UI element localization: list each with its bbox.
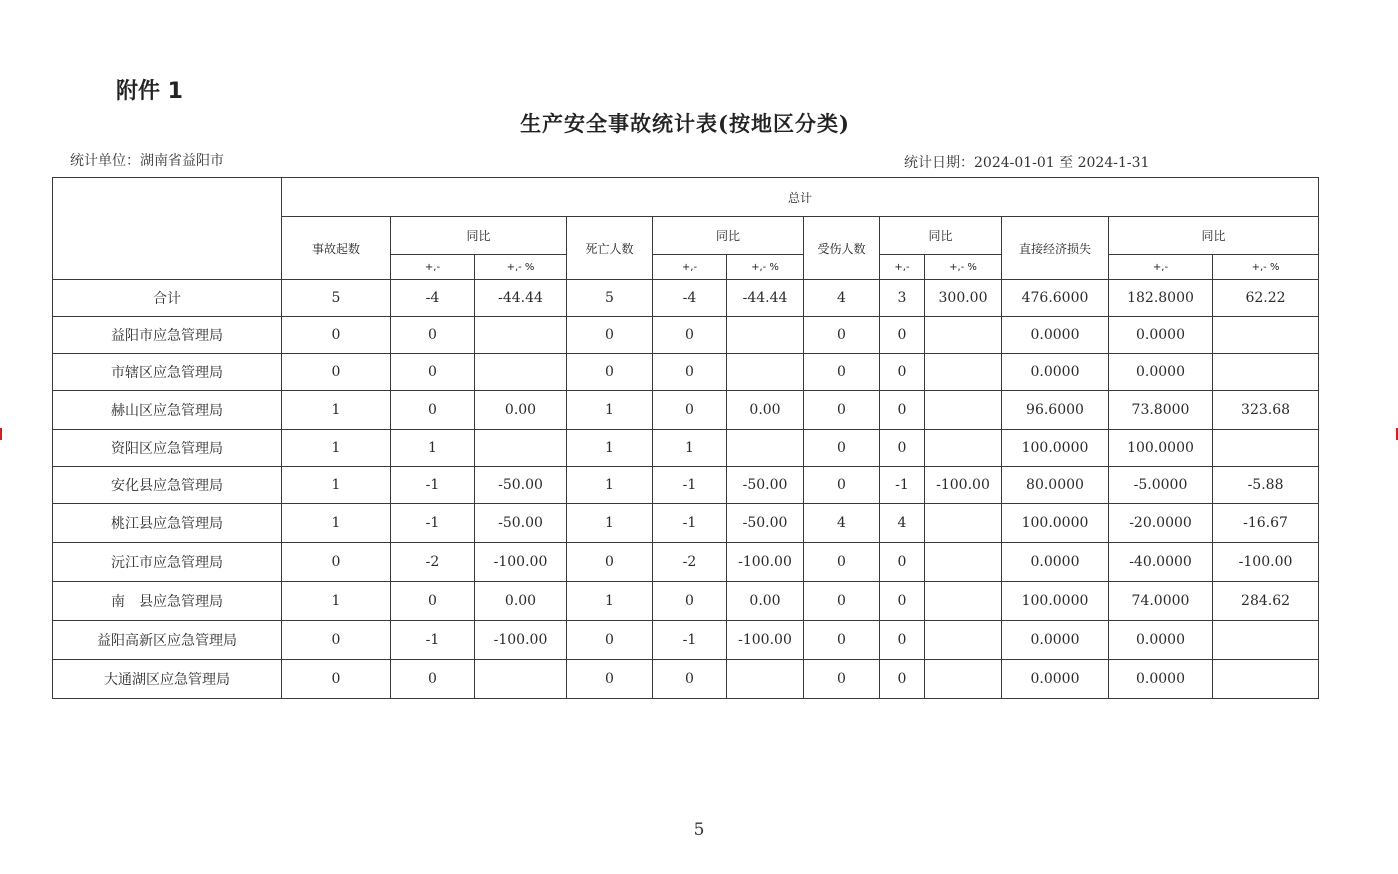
injured-cell: 0 <box>804 430 880 467</box>
table-row <box>53 621 1319 660</box>
injured-diff-cell: 3 <box>880 280 925 317</box>
accidents-pct-cell: 0.00 <box>475 582 567 621</box>
accidents-diff-cell: 0 <box>391 391 475 430</box>
injured-cell: 0 <box>804 582 880 621</box>
deaths-diff-cell: 0 <box>653 660 727 699</box>
loss-cell: 0.0000 <box>1002 354 1109 391</box>
injured-diff-cell: 0 <box>880 430 925 467</box>
loss-pct-cell: 323.68 <box>1213 391 1319 430</box>
loss-diff-header: +,- <box>1109 255 1213 280</box>
accidents-pct-cell: -100.00 <box>475 543 567 582</box>
deaths-pct-cell: 0.00 <box>727 391 804 430</box>
loss-diff-cell: 100.0000 <box>1109 430 1213 467</box>
injured-pct-cell <box>925 504 1002 543</box>
injured-diff-cell: 0 <box>880 621 925 660</box>
loss-diff-cell: -5.0000 <box>1109 467 1213 504</box>
deaths-cell: 5 <box>567 280 653 317</box>
deaths-pct-header: +,- % <box>727 255 804 280</box>
loss-diff-cell: 73.8000 <box>1109 391 1213 430</box>
accidents-cell: 1 <box>282 467 391 504</box>
injured-cell: 0 <box>804 391 880 430</box>
deaths-cell: 0 <box>567 621 653 660</box>
injured-cell: 4 <box>804 280 880 317</box>
deaths-pct-cell: -44.44 <box>727 280 804 317</box>
loss-diff-cell: -20.0000 <box>1109 504 1213 543</box>
accidents-cell: 0 <box>282 621 391 660</box>
accident-statistics-table <box>52 177 1319 699</box>
table-row <box>53 317 1319 354</box>
injured-pct-cell <box>925 430 1002 467</box>
injured-cell: 0 <box>804 354 880 391</box>
deaths-pct-cell <box>727 430 804 467</box>
deaths-diff-cell: 0 <box>653 582 727 621</box>
accidents-cell: 0 <box>282 660 391 699</box>
injured-cell: 0 <box>804 660 880 699</box>
loss-diff-cell: 182.8000 <box>1109 280 1213 317</box>
injured-pct-header: +,- % <box>925 255 1002 280</box>
accidents-pct-cell <box>475 430 567 467</box>
loss-cell: 100.0000 <box>1002 582 1109 621</box>
accidents-pct-cell: 0.00 <box>475 391 567 430</box>
deaths-yoy-header: 同比 <box>653 217 804 255</box>
loss-yoy-header: 同比 <box>1109 217 1319 255</box>
deaths-cell: 0 <box>567 543 653 582</box>
injured-cell: 0 <box>804 467 880 504</box>
loss-cell: 0.0000 <box>1002 660 1109 699</box>
accidents-diff-cell: 0 <box>391 354 475 391</box>
loss-diff-cell: 0.0000 <box>1109 354 1213 391</box>
loss-pct-cell: -100.00 <box>1213 543 1319 582</box>
loss-diff-cell: 74.0000 <box>1109 582 1213 621</box>
injured-cell: 0 <box>804 621 880 660</box>
deaths-pct-cell: 0.00 <box>727 582 804 621</box>
injured-cell: 0 <box>804 543 880 582</box>
accidents-header: 事故起数 <box>282 217 391 280</box>
accidents-diff-cell: 1 <box>391 430 475 467</box>
loss-header: 直接经济损失 <box>1002 217 1109 280</box>
injured-pct-cell: -100.00 <box>925 467 1002 504</box>
loss-diff-cell: -40.0000 <box>1109 543 1213 582</box>
accidents-pct-cell <box>475 317 567 354</box>
region-cell: 安化县应急管理局 <box>53 467 282 504</box>
statistics-unit: 统计单位：湖南省益阳市 <box>70 153 224 169</box>
accidents-diff-cell: -1 <box>391 621 475 660</box>
table-row <box>53 467 1319 504</box>
injured-pct-cell <box>925 391 1002 430</box>
region-cell: 沅江市应急管理局 <box>53 543 282 582</box>
deaths-diff-cell: -4 <box>653 280 727 317</box>
attachment-label: 附件 1 <box>116 79 183 104</box>
table-row <box>53 660 1319 699</box>
accidents-diff-cell: 0 <box>391 582 475 621</box>
loss-pct-cell: -16.67 <box>1213 504 1319 543</box>
injured-diff-cell: 0 <box>880 354 925 391</box>
injured-diff-cell: 0 <box>880 582 925 621</box>
deaths-diff-cell: 0 <box>653 391 727 430</box>
deaths-pct-cell: -100.00 <box>727 621 804 660</box>
injured-pct-cell <box>925 354 1002 391</box>
accidents-pct-cell <box>475 660 567 699</box>
injured-cell: 0 <box>804 317 880 354</box>
page-number: 5 <box>693 820 705 840</box>
deaths-pct-cell: -50.00 <box>727 467 804 504</box>
loss-cell: 0.0000 <box>1002 317 1109 354</box>
loss-pct-cell <box>1213 621 1319 660</box>
deaths-diff-cell: 0 <box>653 354 727 391</box>
loss-cell: 100.0000 <box>1002 430 1109 467</box>
accidents-cell: 1 <box>282 582 391 621</box>
accidents-pct-cell: -50.00 <box>475 467 567 504</box>
deaths-pct-cell: -100.00 <box>727 543 804 582</box>
accidents-diff-cell: 0 <box>391 317 475 354</box>
accidents-diff-cell: -2 <box>391 543 475 582</box>
table-body <box>53 280 1319 699</box>
loss-pct-cell <box>1213 430 1319 467</box>
loss-pct-cell <box>1213 317 1319 354</box>
region-cell: 益阳高新区应急管理局 <box>53 621 282 660</box>
loss-pct-cell <box>1213 354 1319 391</box>
loss-pct-cell: -5.88 <box>1213 467 1319 504</box>
loss-pct-header: +,- % <box>1213 255 1319 280</box>
injured-pct-cell: 300.00 <box>925 280 1002 317</box>
loss-cell: 0.0000 <box>1002 621 1109 660</box>
loss-pct-cell <box>1213 660 1319 699</box>
injured-pct-cell <box>925 582 1002 621</box>
table-row <box>53 582 1319 621</box>
loss-pct-cell: 284.62 <box>1213 582 1319 621</box>
injured-diff-cell: 0 <box>880 391 925 430</box>
deaths-diff-cell: 0 <box>653 317 727 354</box>
loss-diff-cell: 0.0000 <box>1109 317 1213 354</box>
injured-pct-cell <box>925 543 1002 582</box>
accidents-diff-cell: -1 <box>391 467 475 504</box>
accidents-diff-cell: -1 <box>391 504 475 543</box>
accidents-cell: 5 <box>282 280 391 317</box>
region-cell: 南 县应急管理局 <box>53 582 282 621</box>
deaths-cell: 1 <box>567 467 653 504</box>
injured-yoy-header: 同比 <box>880 217 1002 255</box>
accidents-pct-cell: -50.00 <box>475 504 567 543</box>
loss-diff-cell: 0.0000 <box>1109 660 1213 699</box>
deaths-cell: 0 <box>567 660 653 699</box>
injured-pct-cell <box>925 317 1002 354</box>
deaths-diff-cell: -1 <box>653 621 727 660</box>
deaths-cell: 1 <box>567 582 653 621</box>
region-cell: 益阳市应急管理局 <box>53 317 282 354</box>
total-header: 总计 <box>282 178 1319 217</box>
region-cell: 桃江县应急管理局 <box>53 504 282 543</box>
accidents-cell: 1 <box>282 504 391 543</box>
deaths-diff-cell: -2 <box>653 543 727 582</box>
accidents-yoy-header: 同比 <box>391 217 567 255</box>
injured-pct-cell <box>925 621 1002 660</box>
deaths-pct-cell: -50.00 <box>727 504 804 543</box>
region-cell: 大通湖区应急管理局 <box>53 660 282 699</box>
table-row <box>53 543 1319 582</box>
accidents-pct-cell: -44.44 <box>475 280 567 317</box>
injured-diff-cell: -1 <box>880 467 925 504</box>
deaths-cell: 1 <box>567 391 653 430</box>
loss-cell: 100.0000 <box>1002 504 1109 543</box>
accidents-pct-cell: -100.00 <box>475 621 567 660</box>
accidents-cell: 0 <box>282 354 391 391</box>
deaths-pct-cell <box>727 660 804 699</box>
table-row <box>53 391 1319 430</box>
accidents-diff-header: +,- <box>391 255 475 280</box>
deaths-cell: 0 <box>567 317 653 354</box>
loss-cell: 476.6000 <box>1002 280 1109 317</box>
accidents-diff-cell: -4 <box>391 280 475 317</box>
region-cell: 合计 <box>53 280 282 317</box>
table-row <box>53 280 1319 317</box>
deaths-diff-cell: -1 <box>653 467 727 504</box>
injured-diff-cell: 0 <box>880 543 925 582</box>
table-row <box>53 430 1319 467</box>
deaths-diff-cell: -1 <box>653 504 727 543</box>
accidents-cell: 1 <box>282 391 391 430</box>
deaths-cell: 1 <box>567 430 653 467</box>
loss-diff-cell: 0.0000 <box>1109 621 1213 660</box>
deaths-pct-cell <box>727 354 804 391</box>
region-header-cell <box>53 178 282 280</box>
deaths-cell: 0 <box>567 354 653 391</box>
deaths-cell: 1 <box>567 504 653 543</box>
injured-diff-cell: 4 <box>880 504 925 543</box>
injured-pct-cell <box>925 660 1002 699</box>
table-header <box>53 178 1319 280</box>
deaths-diff-header: +,- <box>653 255 727 280</box>
region-cell: 资阳区应急管理局 <box>53 430 282 467</box>
injured-header: 受伤人数 <box>804 217 880 280</box>
accidents-cell: 0 <box>282 543 391 582</box>
page-title: 生产安全事故统计表(按地区分类) <box>520 111 850 136</box>
accidents-diff-cell: 0 <box>391 660 475 699</box>
loss-cell: 0.0000 <box>1002 543 1109 582</box>
table-row <box>53 504 1319 543</box>
left-edge-mark <box>0 428 2 440</box>
injured-cell: 4 <box>804 504 880 543</box>
loss-cell: 80.0000 <box>1002 467 1109 504</box>
accidents-cell: 1 <box>282 430 391 467</box>
accidents-pct-header: +,- % <box>475 255 567 280</box>
injured-diff-cell: 0 <box>880 660 925 699</box>
deaths-diff-cell: 1 <box>653 430 727 467</box>
table-row <box>53 354 1319 391</box>
region-cell: 市辖区应急管理局 <box>53 354 282 391</box>
accidents-pct-cell <box>475 354 567 391</box>
loss-cell: 96.6000 <box>1002 391 1109 430</box>
region-cell: 赫山区应急管理局 <box>53 391 282 430</box>
deaths-header: 死亡人数 <box>567 217 653 280</box>
injured-diff-cell: 0 <box>880 317 925 354</box>
loss-pct-cell: 62.22 <box>1213 280 1319 317</box>
accidents-cell: 0 <box>282 317 391 354</box>
injured-diff-header: +,- <box>880 255 925 280</box>
deaths-pct-cell <box>727 317 804 354</box>
statistics-date-range: 统计日期：2024-01-01 至 2024-1-31 <box>904 155 1150 171</box>
